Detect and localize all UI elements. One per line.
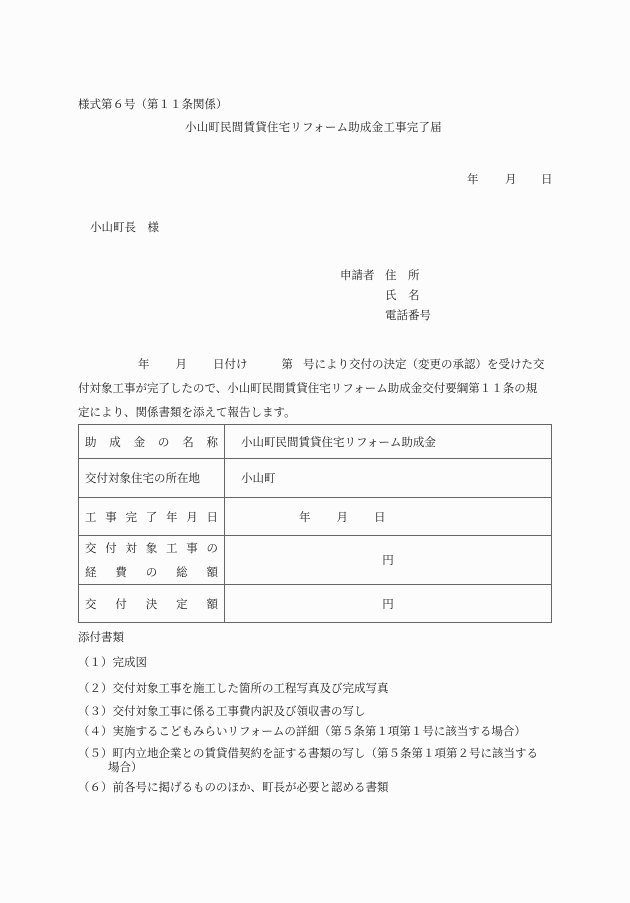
completion-date-value: [225, 498, 552, 536]
body-paragraph: [78, 352, 552, 424]
table-row: [79, 459, 552, 498]
addressee: 小山町長 様: [90, 220, 159, 234]
completion-month-label: 月: [336, 509, 348, 524]
location-value: 小山町: [225, 459, 552, 498]
attachment-number: （６）: [78, 780, 113, 794]
label-char: 助: [85, 434, 97, 449]
label-char: 交: [85, 541, 97, 555]
label-char: 付: [105, 541, 117, 555]
label-char: 付: [115, 596, 127, 611]
row-label-grant-name: [79, 425, 225, 459]
label-char: 事: [105, 509, 117, 524]
completion-year-label: 年: [299, 509, 311, 524]
label-char: 工: [85, 509, 97, 524]
label-char: の: [157, 434, 170, 449]
label-char: 名: [182, 434, 194, 449]
attachment-number: （３）: [78, 704, 113, 718]
body-day-suffix: 日付け: [213, 357, 248, 371]
table-row: [79, 585, 552, 623]
label-char: 象: [145, 541, 158, 555]
attachment-text: 前各号に掲げるもののほか、町長が必要と認める書類: [112, 780, 389, 794]
attachment-text-continued: 場合）: [108, 760, 143, 774]
label-char: 金: [133, 434, 146, 449]
attachment-text: 完成図: [112, 655, 147, 669]
applicant-address-label: 住 所: [385, 268, 420, 282]
attachment-number: （１）: [78, 655, 113, 669]
table-row: [79, 536, 552, 585]
table-row: [79, 425, 552, 459]
applicant-name-label: 氏 名: [385, 288, 420, 302]
date-year-label: 年: [467, 172, 479, 186]
body-line1-rest: 号により交付の決定（変更の承認）を受けた交: [303, 357, 545, 371]
label-char: 工: [166, 541, 178, 555]
label-char: 対: [125, 541, 137, 555]
body-no-prefix: 第: [281, 357, 293, 371]
label-char: 完: [125, 509, 137, 524]
body-year: 年: [138, 357, 150, 371]
attachment-item: [78, 683, 389, 695]
grant-name-value: 小山町民間賃貸住宅リフォーム助成金: [225, 425, 552, 459]
label-char: 決: [145, 596, 158, 611]
applicant-phone-label: 電話番号: [385, 308, 431, 322]
grant-amount-value: 円: [225, 585, 552, 623]
body-line-2: 付対象工事が完了したので、小山町民間賃貸住宅リフォーム助成金交付要綱第１１条の規: [78, 381, 538, 395]
label-char: 成: [109, 434, 121, 449]
label-char: 額: [206, 596, 218, 611]
attachment-text: 交付対象工事を施工した箇所の工程写真及び完成写真: [112, 681, 389, 695]
attachment-item: [78, 657, 147, 669]
total-cost-value: 円: [225, 536, 552, 585]
attachment-item: [78, 782, 389, 794]
attachments-title: 添付書類: [78, 630, 124, 644]
attachment-number: （５）: [78, 746, 113, 760]
label-char: 了: [145, 509, 158, 524]
applicant-label: 申請者: [340, 268, 375, 282]
label-char: 定: [176, 596, 188, 611]
label-char: の: [145, 565, 158, 579]
date-month-label: 月: [505, 172, 517, 186]
attachment-item: [78, 726, 526, 738]
label-char: 称: [206, 434, 218, 449]
attachment-text: 交付対象工事に係る工事費内訳及び領収書の写し: [112, 704, 366, 718]
label-char: 月: [186, 509, 198, 524]
document-title: 小山町民間賃貸住宅リフォーム助成金工事完了届: [185, 120, 442, 134]
label-char: 総: [176, 565, 188, 579]
body-month: 月: [175, 357, 187, 371]
completion-day-label: 日: [374, 509, 386, 524]
attachment-text: 実施するこどもみらいリフォームの詳細（第５条第１項第１号に該当する場合）: [112, 724, 526, 738]
label-char: 日: [206, 509, 218, 524]
label-char: 年: [166, 509, 178, 524]
row-label-completion-date: [79, 498, 225, 536]
completion-info-table: [78, 424, 552, 623]
attachment-number: （２）: [78, 681, 113, 695]
row-label-grant-amount: [79, 585, 225, 623]
form-number: 様式第６号（第１１条関係）: [78, 97, 228, 111]
label-char: 経: [85, 565, 97, 579]
row-label-total-cost: [79, 536, 225, 585]
body-line-3: 定により、関係書類を添えて報告します。: [78, 405, 296, 419]
label-char: 事: [186, 541, 198, 555]
row-label-location: 交付対象住宅の所在地: [79, 459, 225, 498]
label-char: 費: [115, 565, 127, 579]
date-day-label: 日: [541, 172, 553, 186]
table-row: [79, 498, 552, 536]
label-char: 交: [85, 596, 97, 611]
attachment-item: [78, 746, 552, 774]
attachment-text: 町内立地企業との賃貸借契約を証する書類の写し（第５条第１項第２号に該当する: [112, 746, 538, 760]
attachment-item: [78, 706, 366, 718]
label-char: 額: [206, 565, 218, 579]
body-line-1: [78, 352, 552, 376]
attachment-number: （４）: [78, 724, 113, 738]
label-char: の: [206, 541, 218, 555]
